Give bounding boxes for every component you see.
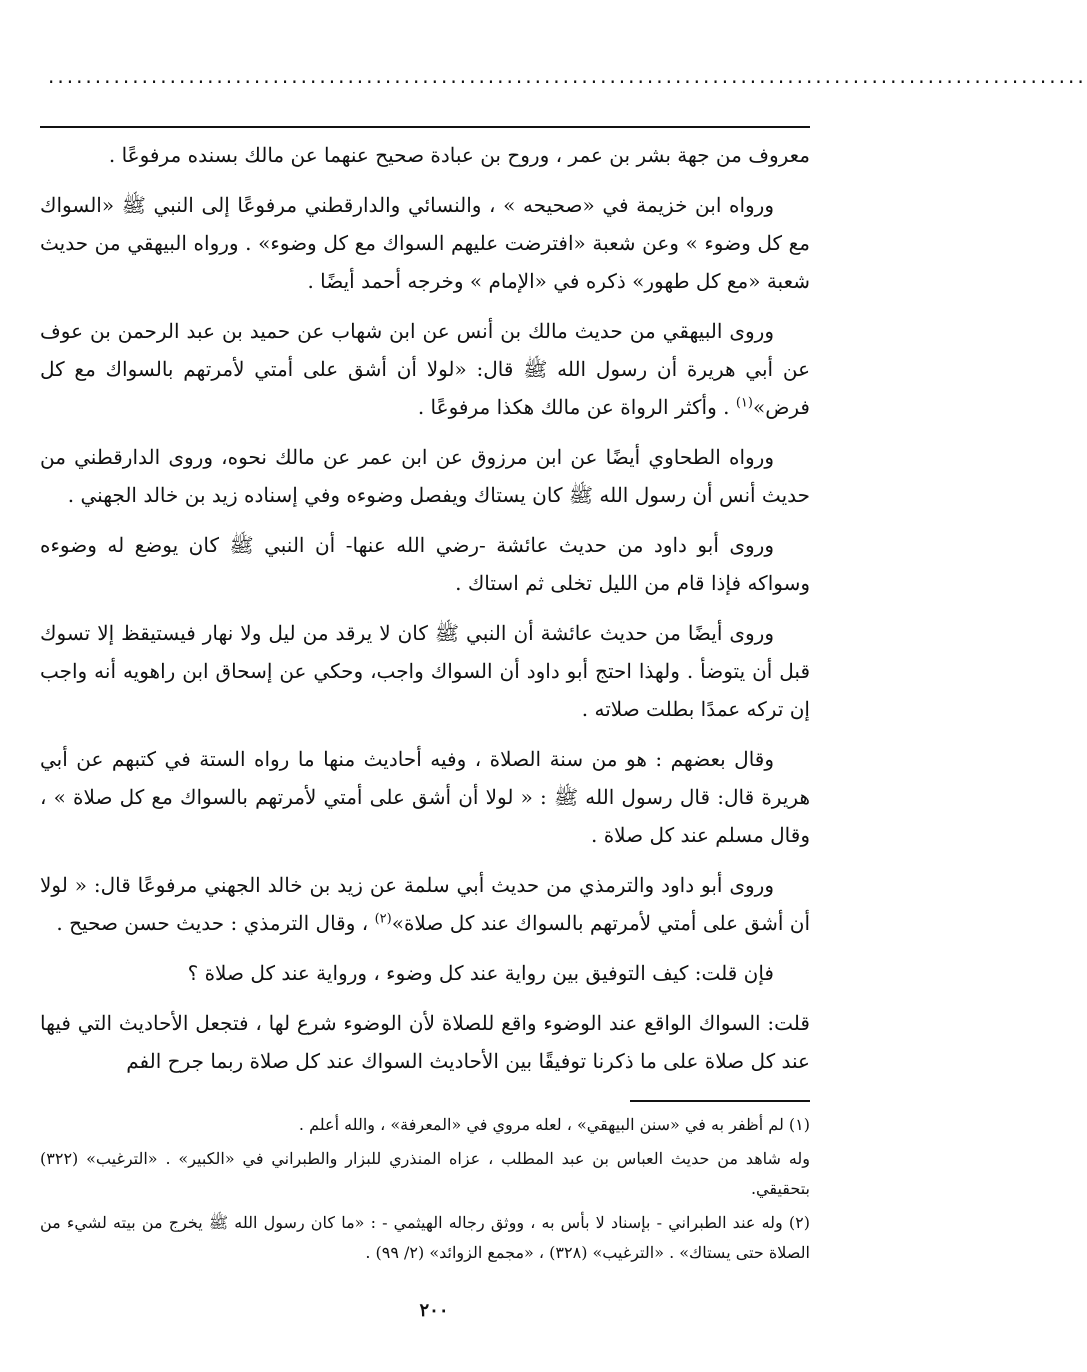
- footnotes: [40, 1110, 810, 1272]
- paragraph-8: وروى أبو داود والترمذي من حديث أبي سلمة عن زيد بن خالد الجهني مرفوعًا قال: « لولا أن أشق على أمتي لأمرتهم بالسواك عند كل صلاة»$^{(٢)}$ ، وقال الترمذي : حديث حسن صحيح .: [40, 873, 810, 935]
- footnote-ref-1[interactable]: (١): [735, 395, 753, 411]
- paragraph-5: وروى أبو داود من حديث عائشة -رضي الله عنها- أن النبي ﷺ كان يوضع له وضوءه وسواكه فإذا قام من الليل تخلى ثم استاك .: [40, 533, 810, 595]
- paragraph-1: معروف من جهة بشر بن عمر ، وروح بن عبادة صحيح عنهما عن مالك بسنده مرفوعًا .: [108, 143, 810, 167]
- paragraph-7: وقال بعضهم : هو من سنة الصلاة ، وفيه أحاديث منها ما رواه الستة في كتبهم عن أبي هريرة قال: قال رسول الله ﷺ : « لولا أن أشق على أمتي لأمرتهم بالسواك مع كل صلاة » ، وقال مسلم عند كل صلاة .: [40, 747, 810, 847]
- footnote-2: (٢) وله عند الطبراني - بإسناد لا بأس به ، ووثق رجاله الهيثمي - : «ما كان رسول الله ﷺ يخرج من بيته لشيء من الصلاة حتى يستاك» . «الترغيب» (٣٢٨) ، «مجمع الزوائد» (٢/ ٩٩) .: [40, 1213, 810, 1262]
- paragraph-9: فإن قلت: كيف التوفيق بين رواية عند كل وضوء ، ورواية عند كل صلاة ؟: [187, 961, 774, 985]
- footnote-ref-2[interactable]: (٢): [374, 911, 392, 927]
- footnote-1: (١) لم أظفر به في «سنن البيهقي» ، لعله مروي في «المعرفة» ، والله أعلم .: [298, 1115, 810, 1134]
- paragraph-2: ورواه ابن خزيمة في «صحيحه » ، والنسائي والدارقطني مرفوعًا إلى النبي ﷺ «السواك مع كل وضوء » وعن شعبة «افترضت عليهم السواك مع كل وضوء» . ورواه البيهقي من حديث شعبة «مع كل طهور» ذكره في «الإمام » وخرجه أحمد أيضًا .: [40, 193, 810, 293]
- header-dotted-line: ...............................................................................................................: [48, 64, 1087, 88]
- main-text: [40, 136, 810, 1092]
- top-rule: [40, 126, 810, 128]
- footnote-rule: [630, 1100, 810, 1102]
- paragraph-4: ورواه الطحاوي أيضًا عن ابن مرزوق عن ابن عمر عن مالك نحوه، وروى الدارقطني من حديث أنس أن رسول الله ﷺ كان يستاك ويفصل وضوءه وفي إسناده زيد بن خالد الجهني .: [40, 445, 810, 507]
- paragraph-3: وروى البيهقي من حديث مالك بن أنس عن ابن شهاب عن حميد بن عبد الرحمن بن عوف عن أبي هريرة أن رسول الله ﷺ قال: «لولا أن أشق على أمتي لأمرتهم بالسواك مع كل فرض»$^{(١)}$ . وأكثر الرواة عن مالك هكذا مرفوعًا .: [40, 319, 810, 419]
- paragraph-6: وروى أيضًا من حديث عائشة أن النبي ﷺ كان لا يرقد من ليل ولا نهار فيستيقظ إلا تسوك قبل أن يتوضأ . ولهذا احتج أبو داود أن السواك واجب، وحكي عن إسحاق ابن راهويه أنه واجب إن تركه عمدًا بطلت صلاته .: [40, 621, 810, 721]
- footnote-1-continued: وله شاهد من حديث العباس بن عبد المطلب ، عزاه المنذري للبزار والطبراني في «الكبير» . «الترغيب» (٣٢٢) بتحقيقي.: [40, 1149, 811, 1198]
- page-number: ٢٠٠: [419, 1300, 449, 1321]
- paragraph-10: قلت: السواك الواقع عند الوضوء واقع للصلاة لأن الوضوء شرع لها ، فتجعل الأحاديث التي فيها عند كل صلاة على ما ذكرنا توفيقًا بين الأحاديث السواك عند كل صلاة ربما جرح الفم: [40, 1011, 810, 1073]
